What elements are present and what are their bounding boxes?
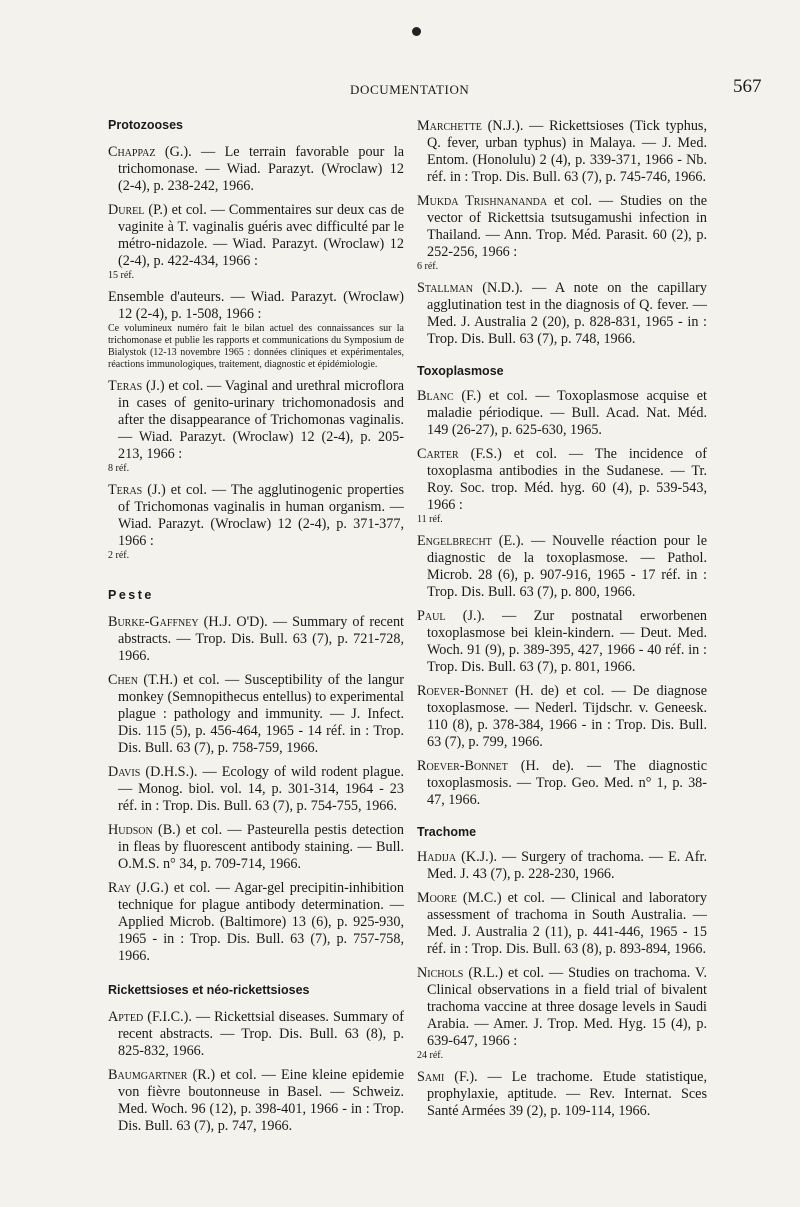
entry-ref-count: 8 réf. (108, 463, 130, 474)
section-heading: Toxoplasmose (417, 364, 504, 378)
bibliography-entry (108, 202, 404, 282)
entry-author: Stallman (417, 280, 473, 296)
entry-note: Ce volumineux numéro fait le bilan actuel des connaissances sur la trichomonase et publie les rapports et communications du Symposium de Bialystok (12-13 novembre 1965 : données cliniques et expérimentales, réactions immunologiques, traitement, diagnostic et épidémiologie. (108, 323, 404, 370)
entry-author: Apted (108, 1009, 144, 1025)
entry-author: Baumgartner (108, 1067, 188, 1083)
bibliography-entry (108, 614, 404, 665)
entry-author: Roever-Bonnet (417, 758, 508, 774)
entry-author: Hadija (417, 849, 457, 865)
entry-citation: (M.C.) et col. — Clinical and laboratory assessment of trachoma in South Australia. — Med. J. Australia 2 (11), p. 441-446, 1965 - 15 réf. in : Trop. Dis. Bull. 63 (8), p. 893-894, 1966. (427, 890, 707, 957)
entry-author: Moore (417, 890, 457, 906)
bibliography-entry (417, 1069, 707, 1120)
entry-citation: (J.) et col. — Vaginal and urethral microflora in cases of genito-urinary trichomonadosis and after the disappearance of Trichomonas vaginalis. — Wiad. Parazyt. (Wroclaw) 12 (2-4), p. 205-213, 1966 : (118, 378, 404, 462)
entry-citation: (F.). — Le trachome. Etude statistique, prophylaxie, aptitude. — Rev. Internat. Sces Santé Armées 39 (2), p. 109-114, 1966. (427, 1069, 707, 1119)
entry-author: Ray (108, 880, 131, 896)
entry-author: Engelbrecht (417, 533, 492, 549)
entry-ref-count: 2 réf. (108, 550, 130, 561)
entry-author: Teras (108, 482, 143, 498)
right-column (417, 118, 707, 1127)
entry-citation: et col. — Studies on the vector of Rickettsia tsutsugamushi infection in Thailand. — Ann. Trop. Méd. Parasit. 60 (2), p. 252-256, 1966 : (427, 193, 707, 260)
entry-author: Paul (417, 608, 446, 624)
entry-citation: (H.J. O'D). — Summary of recent abstracts. — Trop. Dis. Bull. 63 (7), p. 721-728, 1966. (118, 614, 404, 664)
entry-citation: (R.) et col. — Eine kleine epidemie von fièvre boutonneuse in Basel. — Schweiz. Med. Woch. 96 (12), p. 398-401, 1966 - in : Trop. Dis. Bull. 63 (7), p. 747, 1966. (118, 1067, 404, 1134)
section-heading: Peste (108, 588, 154, 602)
entry-citation: (H. de). — The diagnostic toxoplasmosis. — Trop. Geo. Med. n° 1, p. 38-47, 1966. (427, 758, 707, 808)
bibliography-entry (417, 758, 707, 809)
bibliography-entry (417, 280, 707, 348)
bibliography-entry (417, 533, 707, 601)
bibliography-entry (108, 672, 404, 757)
bibliography-entry (417, 193, 707, 273)
bibliography-entry (108, 880, 404, 965)
entry-ref-count: 11 réf. (417, 514, 443, 525)
bibliography-entry (108, 1009, 404, 1060)
entry-citation: (H. de) et col. — De diagnose toxoplasmose. — Nederl. Tijdschr. v. Geneesk. 110 (8), p. 378-384, 1966 - in : Trop. Dis. Bull. 63 (7), p. 799, 1966. (427, 683, 707, 750)
bibliography-entry (108, 822, 404, 873)
bibliography-entry (417, 965, 707, 1062)
bibliography-entry (108, 1067, 404, 1135)
bibliography-entry (417, 608, 707, 676)
entry-author: Davis (108, 764, 141, 780)
running-title: DOCUMENTATION (350, 82, 470, 97)
entry-citation: (G.). — Le terrain favorable pour la trichomonase. — Wiad. Parazyt. (Wroclaw) 12 (2-4), p. 238-242, 1966. (118, 144, 404, 194)
entry-author: Nichols (417, 965, 464, 981)
section-heading: Rickettsioses et néo-rickettsioses (108, 983, 310, 997)
entry-ref-count: 24 réf. (417, 1050, 444, 1061)
entry-author: Teras (108, 378, 143, 394)
entry-author: Roever-Bonnet (417, 683, 508, 699)
entry-citation: (E.). — Nouvelle réaction pour le diagnostic de la toxoplasmose. — Pathol. Microb. 28 (6), p. 907-916, 1965 - 17 réf. in : Trop. Dis. Bull. 63 (7), p. 800, 1966. (427, 533, 707, 600)
entry-author: Chen (108, 672, 139, 688)
entry-author: Carter (417, 446, 459, 462)
bibliography-entry (417, 446, 707, 526)
bibliography-entry (417, 683, 707, 751)
entry-author: Chappaz (108, 144, 156, 160)
entry-author: Marchette (417, 118, 482, 134)
bibliography-entry (417, 388, 707, 439)
entry-citation: (F.) et col. — Toxoplasmose acquise et maladie périodique. — Bull. Acad. Nat. Méd. 149 (26-27), p. 625-630, 1965. (427, 388, 707, 438)
bibliography-entry (108, 144, 404, 195)
bibliography-entry (108, 482, 404, 562)
entry-ref-count: 15 réf. (108, 270, 135, 281)
entry-citation: (J.). — Zur postnatal erworbenen toxoplasmose bei klein-kindern. — Deut. Med. Woch. 91 (9), p. 389-395, 427, 1966 - 40 réf. in : Trop. Dis. Bull. 63 (7), p. 801, 1966. (427, 608, 707, 675)
entry-citation: (R.L.) et col. — Studies on trachoma. V. Clinical observations in a field trial of bivalent trachoma vaccine at three dosage levels in Saudi Arabia. — Amer. J. Trop. Med. Hyg. 15 (4), p. 639-647, 1966 : (427, 965, 707, 1049)
entry-citation: (N.J.). — Rickettsioses (Tick typhus, Q. fever, urban typhus) in Malaya. — J. Med. Entom. (Honolulu) 2 (4), p. 339-371, 1966 - Nb. réf. in : Trop. Dis. Bull. 63 (7), p. 745-746, 1966. (427, 118, 707, 185)
entry-citation: (F.I.C.). — Rickettsial diseases. Summary of recent abstracts. — Trop. Dis. Bull. 63 (8), p. 825-832, 1966. (118, 1009, 404, 1059)
entry-citation: (J.) et col. — The agglutinogenic properties of Trichomonas vaginalis in human organism. — Wiad. Parazyt. (Wroclaw) 12 (2-4), p. 371-377, 1966 : (118, 482, 404, 549)
bibliography-entry (108, 378, 404, 475)
page-dot (412, 27, 421, 36)
page-number: 567 (733, 76, 762, 97)
entry-citation: (J.G.) et col. — Agar-gel precipitin-inhibition technique for plague antibody determination. — Applied Microb. (Baltimore) 13 (6), p. 925-930, 1965 - in : Trop. Dis. Bull. 63 (7), p. 757-758, 1966. (118, 880, 404, 964)
entry-author: Durel (108, 202, 145, 218)
bibliography-entry (108, 764, 404, 815)
bibliography-entry (417, 849, 707, 883)
section-heading: Protozooses (108, 118, 184, 132)
entry-author: Sami (417, 1069, 445, 1085)
entry-ref-count: 6 réf. (417, 261, 439, 272)
entry-citation: (K.J.). — Surgery of trachoma. — E. Afr. Med. J. 43 (7), p. 228-230, 1966. (427, 849, 707, 882)
entry-citation: (P.) et col. — Commentaires sur deux cas de vaginite à T. vaginalis guéris avec difficulté par le métro-nidazole. — Wiad. Parazyt. (Wroclaw) 12 (2-4), p. 422-434, 1966 : (118, 202, 404, 269)
section-heading: Trachome (417, 825, 477, 839)
bibliography-entry (417, 118, 707, 186)
entry-citation: Ensemble d'auteurs. — Wiad. Parazyt. (Wroclaw) 12 (2-4), p. 1-508, 1966 : (108, 289, 404, 322)
bibliography-entry (417, 890, 707, 958)
bibliography-entry (108, 289, 404, 371)
entry-citation: (N.D.). — A note on the capillary agglutination test in the diagnosis of Q. fever. — Med. J. Australia 2 (20), p. 828-831, 1965 - in : Trop. Dis. Bull. 63 (7), p. 748, 1966. (427, 280, 707, 347)
entry-author: Blanc (417, 388, 454, 404)
entry-author: Hudson (108, 822, 153, 838)
entry-author: Mukda Trishnananda (417, 193, 548, 209)
entry-author: Burke-Gaffney (108, 614, 199, 630)
left-column (108, 118, 404, 1142)
entry-citation: (B.) et col. — Pasteurella pestis detection in fleas by fluorescent antibody staining. — Bull. O.M.S. n° 34, p. 709-714, 1966. (118, 822, 404, 872)
entry-citation: (F.S.) et col. — The incidence of toxoplasma antibodies in the Sudanese. — Tr. Roy. Soc. trop. Méd. hyg. 60 (4), p. 539-543, 1966 : (427, 446, 707, 513)
entry-citation: (T.H.) et col. — Susceptibility of the langur monkey (Semnopithecus entellus) to experimental plague : pathology and immunity. — J. Infect. Dis. 115 (5), p. 456-464, 1965 - 14 réf. in : Trop. Dis. Bull. 63 (7), p. 758-759, 1966. (118, 672, 404, 756)
entry-citation: (D.H.S.). — Ecology of wild rodent plague. — Monog. biol. vol. 14, p. 301-314, 1964 - 23 réf. in : Trop. Dis. Bull. 63 (7), p. 754-755, 1966. (118, 764, 404, 814)
